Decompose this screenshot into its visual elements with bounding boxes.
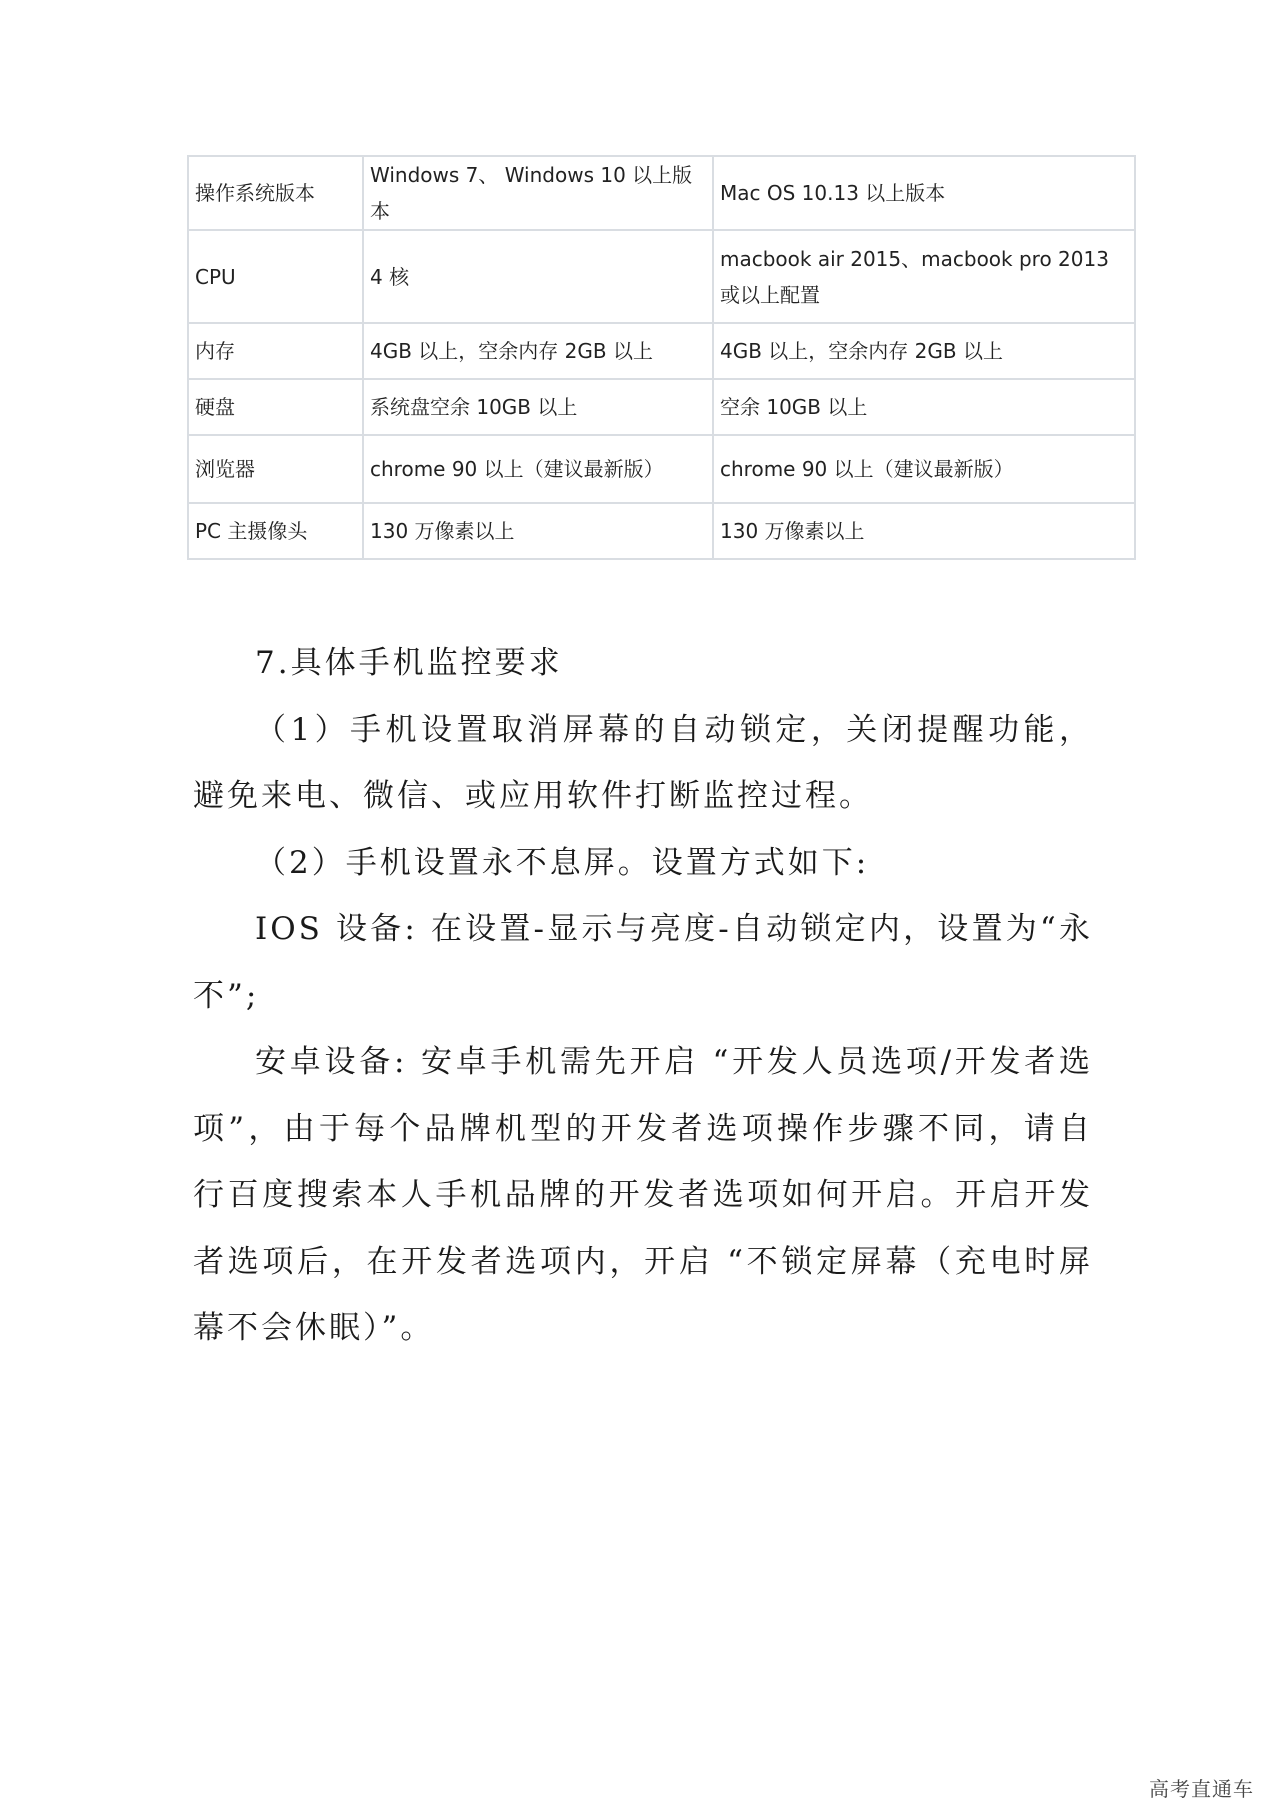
windows-requirement: 4GB 以上，空余内存 2GB 以上 <box>363 323 713 379</box>
table-row <box>188 156 1135 230</box>
mac-requirement: 空余 10GB 以上 <box>713 379 1135 435</box>
paragraph: （1）手机设置取消屏幕的自动锁定，关闭提醒功能，避免来电、微信、或应用软件打断监控过程。 <box>193 711 1093 814</box>
phone-monitoring-section <box>193 630 1093 1362</box>
windows-requirement: 4 核 <box>363 230 713 323</box>
mac-requirement: 130 万像素以上 <box>713 503 1135 559</box>
row-label: 浏览器 <box>188 435 363 503</box>
windows-requirement: chrome 90 以上（建议最新版） <box>363 435 713 503</box>
row-label: PC 主摄像头 <box>188 503 363 559</box>
row-label: 操作系统版本 <box>188 156 363 230</box>
watermark-text: 高考直通车 <box>1149 1777 1254 1801</box>
row-label: 内存 <box>188 323 363 379</box>
row-label: 硬盘 <box>188 379 363 435</box>
mac-requirement: chrome 90 以上（建议最新版） <box>713 435 1135 503</box>
paragraph: IOS 设备: 在设置-显示与亮度-自动锁定内，设置为“永不”; <box>193 911 1093 1014</box>
table-row <box>188 379 1135 435</box>
table-row <box>188 503 1135 559</box>
paragraph: （2）手机设置永不息屏。设置方式如下: <box>255 844 870 881</box>
row-label: CPU <box>188 230 363 323</box>
table-row <box>188 230 1135 323</box>
windows-requirement: 系统盘空余 10GB 以上 <box>363 379 713 435</box>
windows-requirement: 130 万像素以上 <box>363 503 713 559</box>
section-heading: 7.具体手机监控要求 <box>255 645 563 681</box>
mac-requirement: Mac OS 10.13 以上版本 <box>713 156 1135 230</box>
paragraph: 安卓设备: 安卓手机需先开启 “开发人员选项/开发者选项”，由于每个品牌机型的开发者选项操作步骤不同，请自行百度搜索本人手机品牌的开发者选项如何开启。开启开发者选项后，在开发者选项内，开启 “不锁定屏幕（充电时屏幕不会休眠）”。 <box>193 1044 1093 1346</box>
device-requirements-table <box>187 155 1136 560</box>
table-row <box>188 323 1135 379</box>
mac-requirement: macbook air 2015、macbook pro 2013 或以上配置 <box>713 230 1135 323</box>
windows-requirement: Windows 7、 Windows 10 以上版本 <box>363 156 713 230</box>
table-row <box>188 435 1135 503</box>
mac-requirement: 4GB 以上，空余内存 2GB 以上 <box>713 323 1135 379</box>
